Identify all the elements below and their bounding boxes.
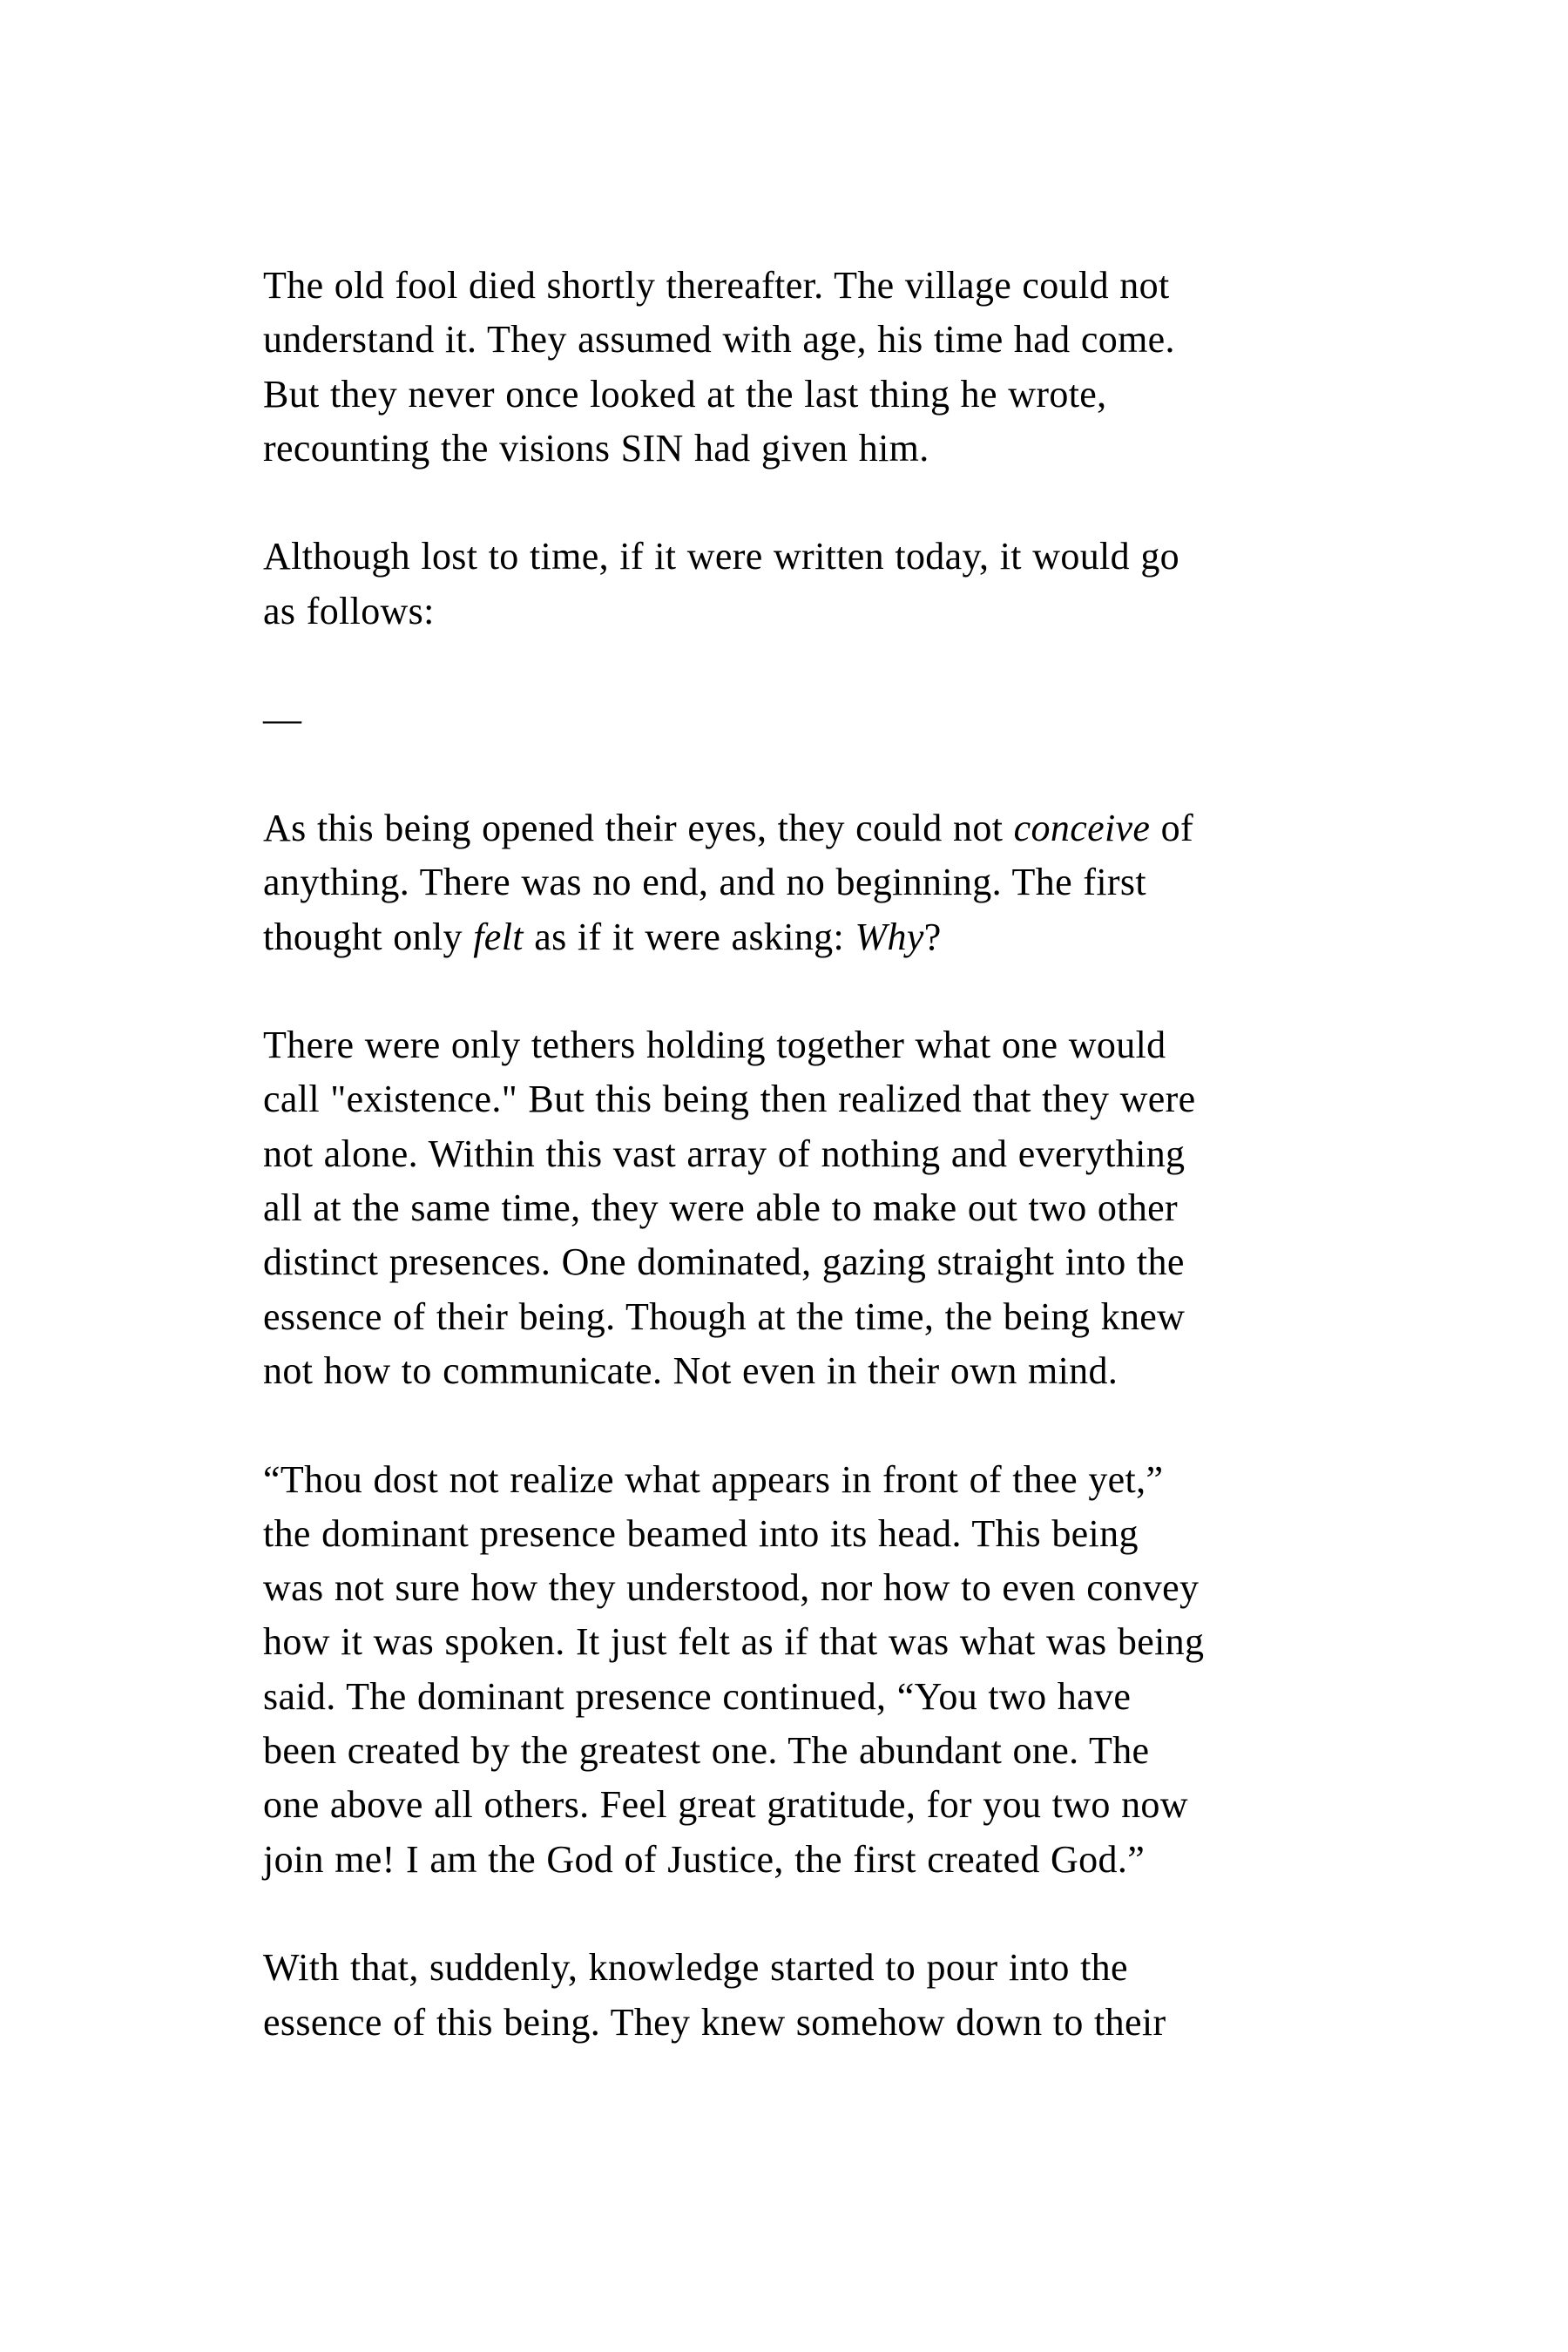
paragraph xyxy=(263,1941,1326,2050)
text-run: of xyxy=(1150,806,1194,849)
text-run: “Thou dost not realize what appears in front of thee yet,” xyxy=(263,1457,1164,1501)
text-run: the dominant presence beamed into its head. This being xyxy=(263,1511,1139,1555)
section-separator xyxy=(263,693,1326,747)
text-line xyxy=(263,1018,1326,1072)
text-line xyxy=(263,1507,1326,1561)
text-run: recounting the visions SIN had given him. xyxy=(263,426,929,470)
text-line xyxy=(263,1344,1326,1398)
text-run: understand it. They assumed with age, his time had come. xyxy=(263,318,1175,362)
text-run: — xyxy=(263,698,302,741)
italic-text: Why xyxy=(855,915,924,958)
text-run: was not sure how they understood, nor how to even convey xyxy=(263,1566,1200,1610)
text-line xyxy=(263,1235,1326,1289)
text-line xyxy=(263,1561,1326,1615)
text-run: not alone. Within this vast array of nothing and everything xyxy=(263,1132,1186,1175)
text-run: But they never once looked at the last thing he wrote, xyxy=(263,372,1107,416)
text-line xyxy=(263,530,1326,584)
text-run: one above all others. Feel great gratitude, for you two now xyxy=(263,1783,1188,1827)
text-line xyxy=(263,1833,1326,1887)
text-run: how it was spoken. It just felt as if that was what was being xyxy=(263,1620,1205,1664)
text-line xyxy=(263,422,1326,476)
text-line xyxy=(263,855,1326,909)
text-line xyxy=(263,1615,1326,1669)
text-line xyxy=(263,1127,1326,1181)
text-run: essence of their being. Though at the time, the being knew xyxy=(263,1294,1186,1338)
text-run: ? xyxy=(923,915,942,958)
text-run: as if it were asking: xyxy=(523,915,855,958)
text-line xyxy=(263,368,1326,422)
text-run: As this being opened their eyes, they could not xyxy=(263,806,1014,849)
text-line xyxy=(263,1290,1326,1344)
text-run: With that, suddenly, knowledge started to pour into the xyxy=(263,1946,1128,1990)
text-run: The old fool died shortly thereafter. The village could not xyxy=(263,264,1170,307)
italic-text: felt xyxy=(473,915,524,958)
text-run: distinct presences. One dominated, gazing straight into the xyxy=(263,1240,1185,1284)
text-line xyxy=(263,801,1326,855)
paragraph xyxy=(263,1453,1326,1887)
text-run: Although lost to time, if it were written today, it would go xyxy=(263,535,1180,578)
text-line xyxy=(263,1941,1326,1995)
text-line xyxy=(263,1453,1326,1507)
text-line xyxy=(263,1670,1326,1724)
text-line xyxy=(263,313,1326,367)
italic-text: conceive xyxy=(1013,806,1151,849)
text-line xyxy=(263,259,1326,313)
text-line xyxy=(263,1072,1326,1126)
text-line xyxy=(263,1778,1326,1832)
text-run: thought only xyxy=(263,915,474,958)
text-line xyxy=(263,1724,1326,1778)
paragraph xyxy=(263,259,1326,476)
text-run: essence of this being. They knew somehow down to their xyxy=(263,2000,1166,2044)
body-text xyxy=(263,259,1326,2050)
text-line xyxy=(263,910,1326,964)
text-run: not how to communicate. Not even in their own mind. xyxy=(263,1348,1119,1392)
text-run: There were only tethers holding together what one would xyxy=(263,1024,1166,1067)
text-run: join me! I am the God of Justice, the first created God.” xyxy=(263,1837,1146,1881)
text-line xyxy=(263,1996,1326,2050)
text-run: anything. There was no end, and no beginning. The first xyxy=(263,861,1146,904)
text-run: call "existence." But this being then realized that they were xyxy=(263,1078,1196,1121)
text-run: been created by the greatest one. The abundant one. The xyxy=(263,1729,1150,1773)
paragraph xyxy=(263,530,1326,639)
text-run: all at the same time, they were able to make out two other xyxy=(263,1186,1179,1230)
text-run: said. The dominant presence continued, “You two have xyxy=(263,1674,1132,1718)
text-line xyxy=(263,585,1326,639)
paragraph xyxy=(263,1018,1326,1398)
text-line xyxy=(263,1181,1326,1235)
em-dash-separator xyxy=(263,693,1326,747)
text-run: as follows: xyxy=(263,589,435,632)
paragraph xyxy=(263,801,1326,964)
